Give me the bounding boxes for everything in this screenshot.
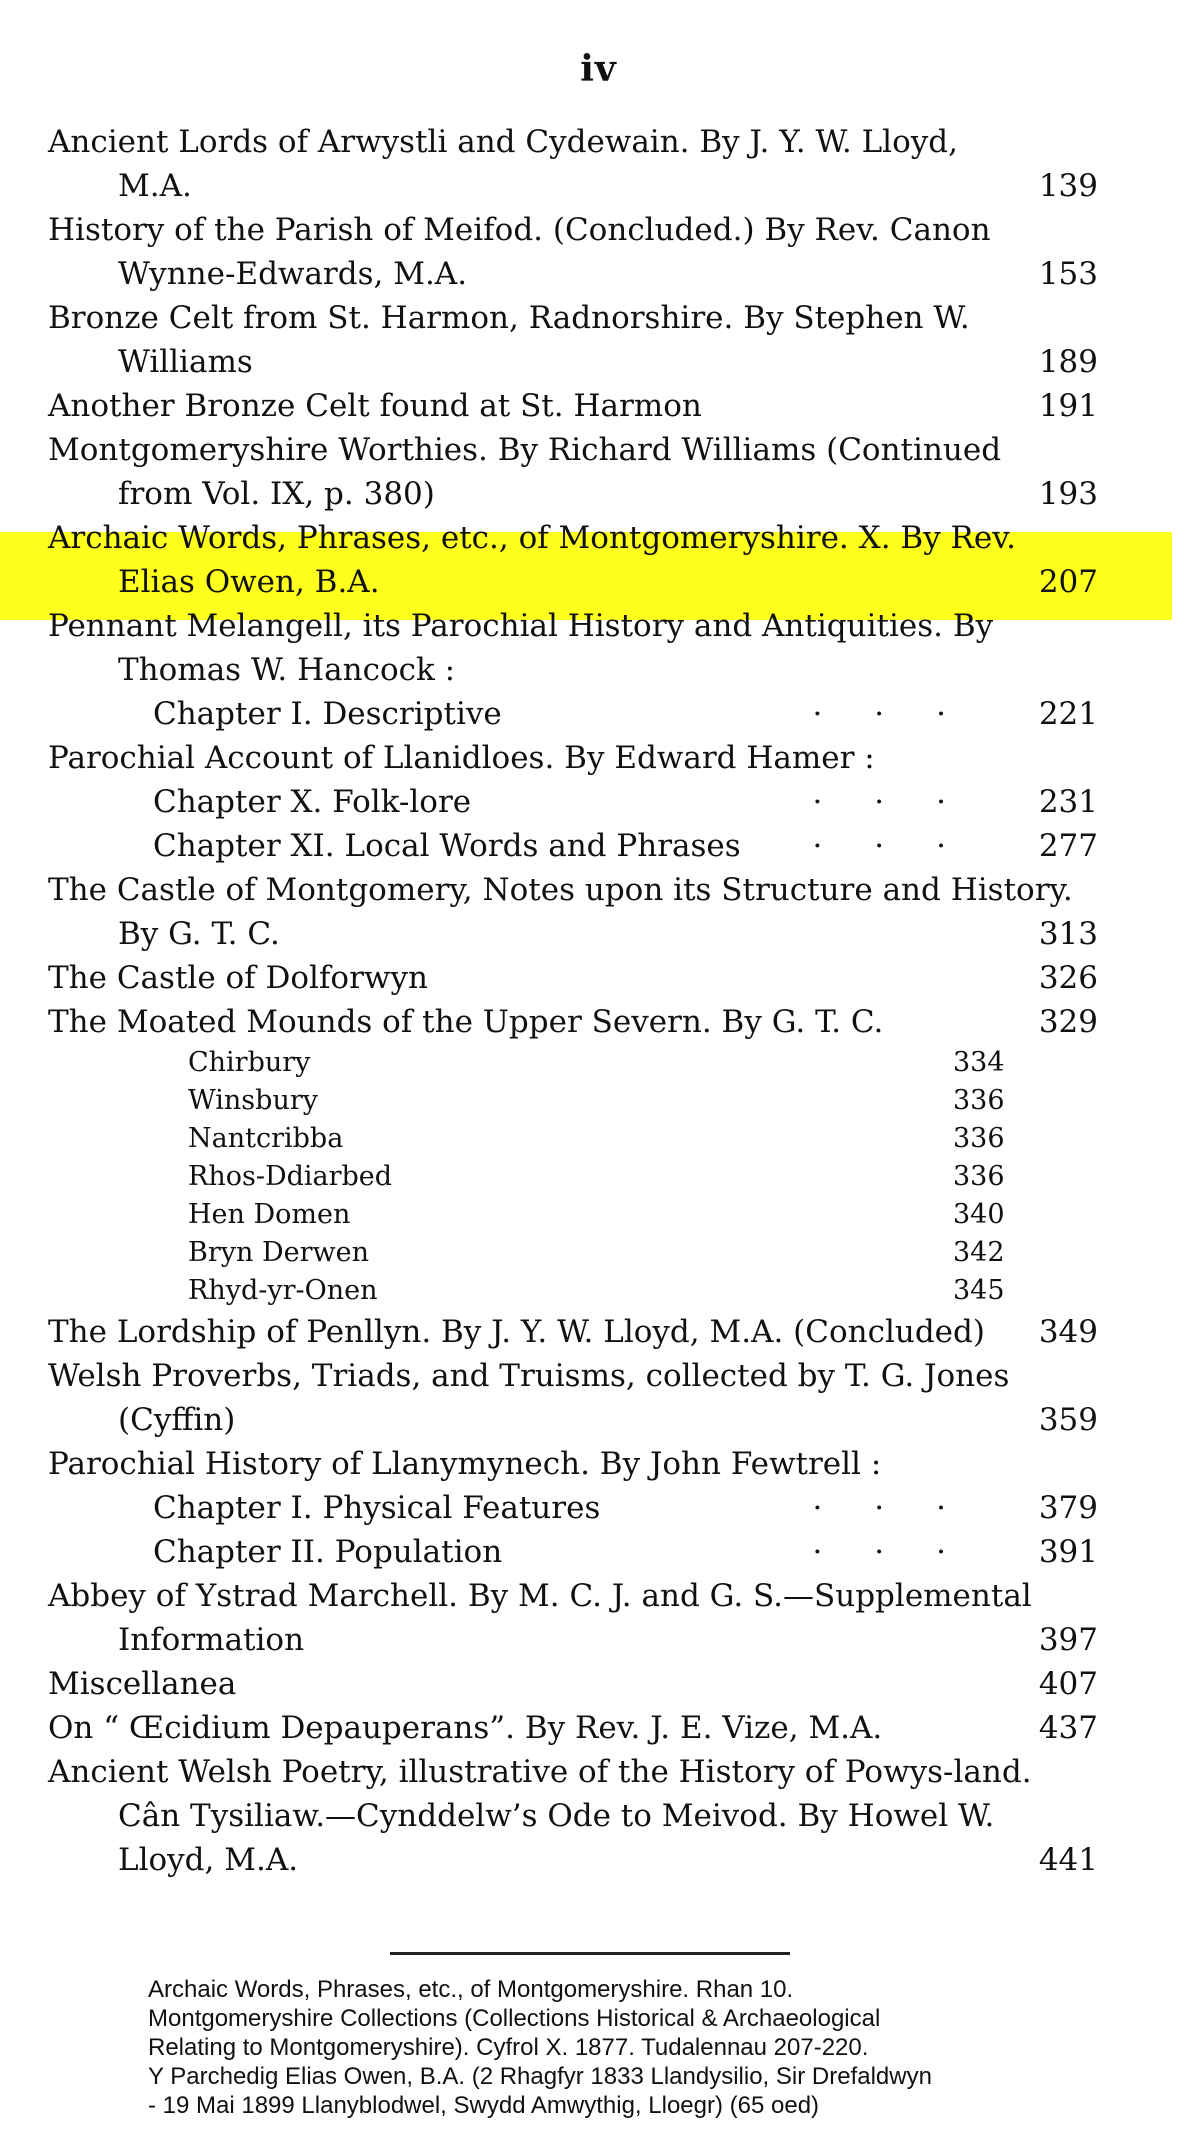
caption-line: Y Parchedig Elias Owen, B.A. (2 Rhagfyr 1833 Llandysilio, Sir Drefaldwyn (148, 2063, 932, 2090)
toc-entry (48, 1530, 1148, 1574)
toc-page-number: 379 (1038, 1490, 1098, 1526)
toc-entry-text: Welsh Proverbs, Triads, and Truisms, collected by T. G. Jones (48, 1358, 1010, 1394)
toc-entry-text: Ancient Lords of Arwystli and Cydewain. By J. Y. W. Lloyd, (48, 124, 958, 160)
toc-page-number: 191 (1038, 388, 1098, 424)
toc-entry (48, 516, 1148, 604)
toc-entry (48, 604, 1148, 692)
toc-line (48, 296, 1148, 340)
toc-line (48, 1354, 1148, 1398)
toc-entry (48, 296, 1148, 384)
mound-row (48, 1082, 1148, 1120)
toc-entry-text: Wynne-Edwards, M.A. (118, 256, 468, 292)
toc-entry-text: Miscellanea (48, 1666, 237, 1702)
toc-entry (48, 1574, 1148, 1662)
toc-entry (48, 1706, 1148, 1750)
mound-page: 336 (953, 1123, 1005, 1154)
mound-row (48, 1234, 1148, 1272)
toc-chapter-line (48, 824, 1148, 868)
toc-line (48, 472, 1148, 516)
toc-line (48, 912, 1148, 956)
toc-line (48, 428, 1148, 472)
caption-line: Relating to Montgomeryshire). Cyfrol X. 1877. Tudalennau 207-220. (148, 2034, 869, 2061)
toc-line (48, 956, 1148, 1000)
toc-line (48, 1442, 1148, 1486)
toc-line (48, 1574, 1148, 1618)
toc-line (48, 1706, 1148, 1750)
caption-line: Montgomeryshire Collections (Collections Historical & Archaeological (148, 2005, 881, 2032)
toc-entry (48, 1750, 1148, 1882)
toc-page-number: 189 (1038, 344, 1098, 380)
toc-line (48, 384, 1148, 428)
toc-entry (48, 1310, 1148, 1354)
mound-row (48, 1272, 1148, 1310)
toc-chapter-text: Chapter I. Descriptive (153, 696, 502, 732)
mound-name: Winsbury (188, 1085, 318, 1116)
toc-entry (48, 692, 1148, 736)
toc-entry-text: The Moated Mounds of the Upper Severn. By G. T. C. (48, 1004, 884, 1040)
toc-line (48, 1750, 1148, 1794)
toc-entry (48, 1354, 1148, 1442)
table-of-contents (48, 120, 1148, 1882)
toc-entry-text: (Cyffin) (118, 1402, 236, 1438)
toc-page-number: 207 (1038, 564, 1098, 600)
toc-page-number: 397 (1038, 1622, 1098, 1658)
toc-chapter-line (48, 1486, 1148, 1530)
mound-page: 336 (953, 1161, 1005, 1192)
toc-entry (48, 208, 1148, 296)
mound-name: Hen Domen (188, 1199, 351, 1230)
toc-line (48, 868, 1148, 912)
toc-page-number: 441 (1038, 1842, 1098, 1878)
toc-entry (48, 1000, 1148, 1044)
toc-line (48, 208, 1148, 252)
toc-line (48, 516, 1148, 560)
toc-entry-text: Information (118, 1622, 305, 1658)
toc-page-number: 277 (1038, 828, 1098, 864)
toc-entry (48, 824, 1148, 868)
toc-entry (48, 1442, 1148, 1486)
toc-entry-text: Archaic Words, Phrases, etc., of Montgomeryshire. X. By Rev. (48, 520, 1016, 556)
leader-dots: ··· (812, 1490, 998, 1526)
toc-entry-text: The Castle of Dolforwyn (48, 960, 428, 996)
mound-name: Rhyd-yr-Onen (188, 1275, 378, 1306)
toc-entry (48, 868, 1148, 956)
mound-page: 334 (953, 1047, 1005, 1078)
mound-page: 340 (953, 1199, 1005, 1230)
toc-entry-text: On “ Œcidium Depauperans”. By Rev. J. E. Vize, M.A. (48, 1710, 883, 1746)
toc-entry (48, 780, 1148, 824)
toc-entry-text: Bronze Celt from St. Harmon, Radnorshire. By Stephen W. (48, 300, 970, 336)
caption-line: - 19 Mai 1899 Llanyblodwel, Swydd Amwythig, Lloegr) (65 oed) (148, 2092, 820, 2119)
toc-line (48, 1398, 1148, 1442)
toc-entry-text: Ancient Welsh Poetry, illustrative of the History of Powys-land. (48, 1754, 1032, 1790)
toc-entry-text: Cân Tysiliaw.—Cynddelw’s Ode to Meivod. By Howel W. (118, 1798, 995, 1834)
mound-name: Bryn Derwen (188, 1237, 369, 1268)
toc-entry-text: from Vol. IX, p. 380) (118, 476, 435, 512)
toc-entry-text: History of the Parish of Meifod. (Concluded.) By Rev. Canon (48, 212, 991, 248)
toc-line (48, 120, 1148, 164)
mound-page: 336 (953, 1085, 1005, 1116)
toc-line (48, 1000, 1148, 1044)
toc-entry-text: Williams (118, 344, 253, 380)
toc-page-number: 407 (1038, 1666, 1098, 1702)
caption (148, 1975, 1148, 2120)
toc-entry-text: Lloyd, M.A. (118, 1842, 299, 1878)
toc-entry (48, 428, 1148, 516)
toc-entry-text: Another Bronze Celt found at St. Harmon (48, 388, 702, 424)
mound-page: 345 (953, 1275, 1005, 1306)
toc-line (48, 1310, 1148, 1354)
toc-line (48, 648, 1148, 692)
toc-page-number: 153 (1038, 256, 1098, 292)
toc-entry (48, 1662, 1148, 1706)
leader-dots: ··· (812, 1534, 998, 1570)
toc-line (48, 252, 1148, 296)
mound-name: Chirbury (188, 1047, 311, 1078)
toc-entry-text: Abbey of Ystrad Marchell. By M. C. J. and G. S.—Supplemental (48, 1578, 1032, 1614)
toc-entry (48, 736, 1148, 780)
mound-row (48, 1158, 1148, 1196)
toc-line (48, 340, 1148, 384)
toc-entry-text: The Castle of Montgomery, Notes upon its Structure and History. (48, 872, 1073, 908)
toc-line (48, 164, 1148, 208)
toc-chapter-line (48, 692, 1148, 736)
toc-line (48, 736, 1148, 780)
toc-entry-text: Elias Owen, B.A. (118, 564, 380, 600)
mound-row (48, 1044, 1148, 1082)
divider-rule (390, 1952, 790, 1955)
toc-entry (48, 956, 1148, 1000)
toc-page-number: 139 (1038, 168, 1098, 204)
caption-line: Archaic Words, Phrases, etc., of Montgomeryshire. Rhan 10. (148, 1976, 794, 2003)
toc-line (48, 1794, 1148, 1838)
toc-entry-text: Pennant Melangell, its Parochial History and Antiquities. By (48, 608, 994, 644)
toc-page-number: 329 (1038, 1004, 1098, 1040)
toc-entry (48, 120, 1148, 208)
leader-dots: ··· (812, 828, 998, 864)
toc-page-number: 349 (1038, 1314, 1098, 1350)
mound-name: Rhos-Ddiarbed (188, 1161, 393, 1192)
mound-row (48, 1120, 1148, 1158)
mound-page: 342 (953, 1237, 1005, 1268)
toc-entry-text: M.A. (118, 168, 192, 204)
toc-page-number: 326 (1038, 960, 1098, 996)
toc-entry (48, 384, 1148, 428)
toc-page-number: 313 (1038, 916, 1098, 952)
toc-chapter-text: Chapter XI. Local Words and Phrases (153, 828, 741, 864)
toc-entry-text: Montgomeryshire Worthies. By Richard Williams (Continued (48, 432, 1002, 468)
toc-entry (48, 1486, 1148, 1530)
toc-page-number: 193 (1038, 476, 1098, 512)
toc-page-number: 391 (1038, 1534, 1098, 1570)
toc-entry-text: The Lordship of Penllyn. By J. Y. W. Lloyd, M.A. (Concluded) (48, 1314, 985, 1350)
toc-entry-text: Parochial Account of Llanidloes. By Edward Hamer : (48, 740, 875, 776)
toc-chapter-line (48, 1530, 1148, 1574)
toc-page-number: 221 (1038, 696, 1098, 732)
toc-chapter-line (48, 780, 1148, 824)
mound-name: Nantcribba (188, 1123, 344, 1154)
toc-page-number: 231 (1038, 784, 1098, 820)
mound-row (48, 1196, 1148, 1234)
toc-line (48, 604, 1148, 648)
toc-line (48, 1618, 1148, 1662)
leader-dots: ··· (812, 696, 998, 732)
toc-page-number: 437 (1038, 1710, 1098, 1746)
toc-entry-text: Thomas W. Hancock : (118, 652, 456, 688)
page-number: iv (580, 48, 617, 90)
toc-chapter-text: Chapter I. Physical Features (153, 1490, 601, 1526)
leader-dots: ··· (812, 784, 998, 820)
toc-chapter-text: Chapter X. Folk-lore (153, 784, 472, 820)
toc-line (48, 1662, 1148, 1706)
toc-entry-text: By G. T. C. (118, 916, 280, 952)
toc-line (48, 1838, 1148, 1882)
toc-chapter-text: Chapter II. Population (153, 1534, 503, 1570)
toc-page-number: 359 (1038, 1402, 1098, 1438)
toc-line (48, 560, 1148, 604)
toc-entry-text: Parochial History of Llanymynech. By John Fewtrell : (48, 1446, 882, 1482)
